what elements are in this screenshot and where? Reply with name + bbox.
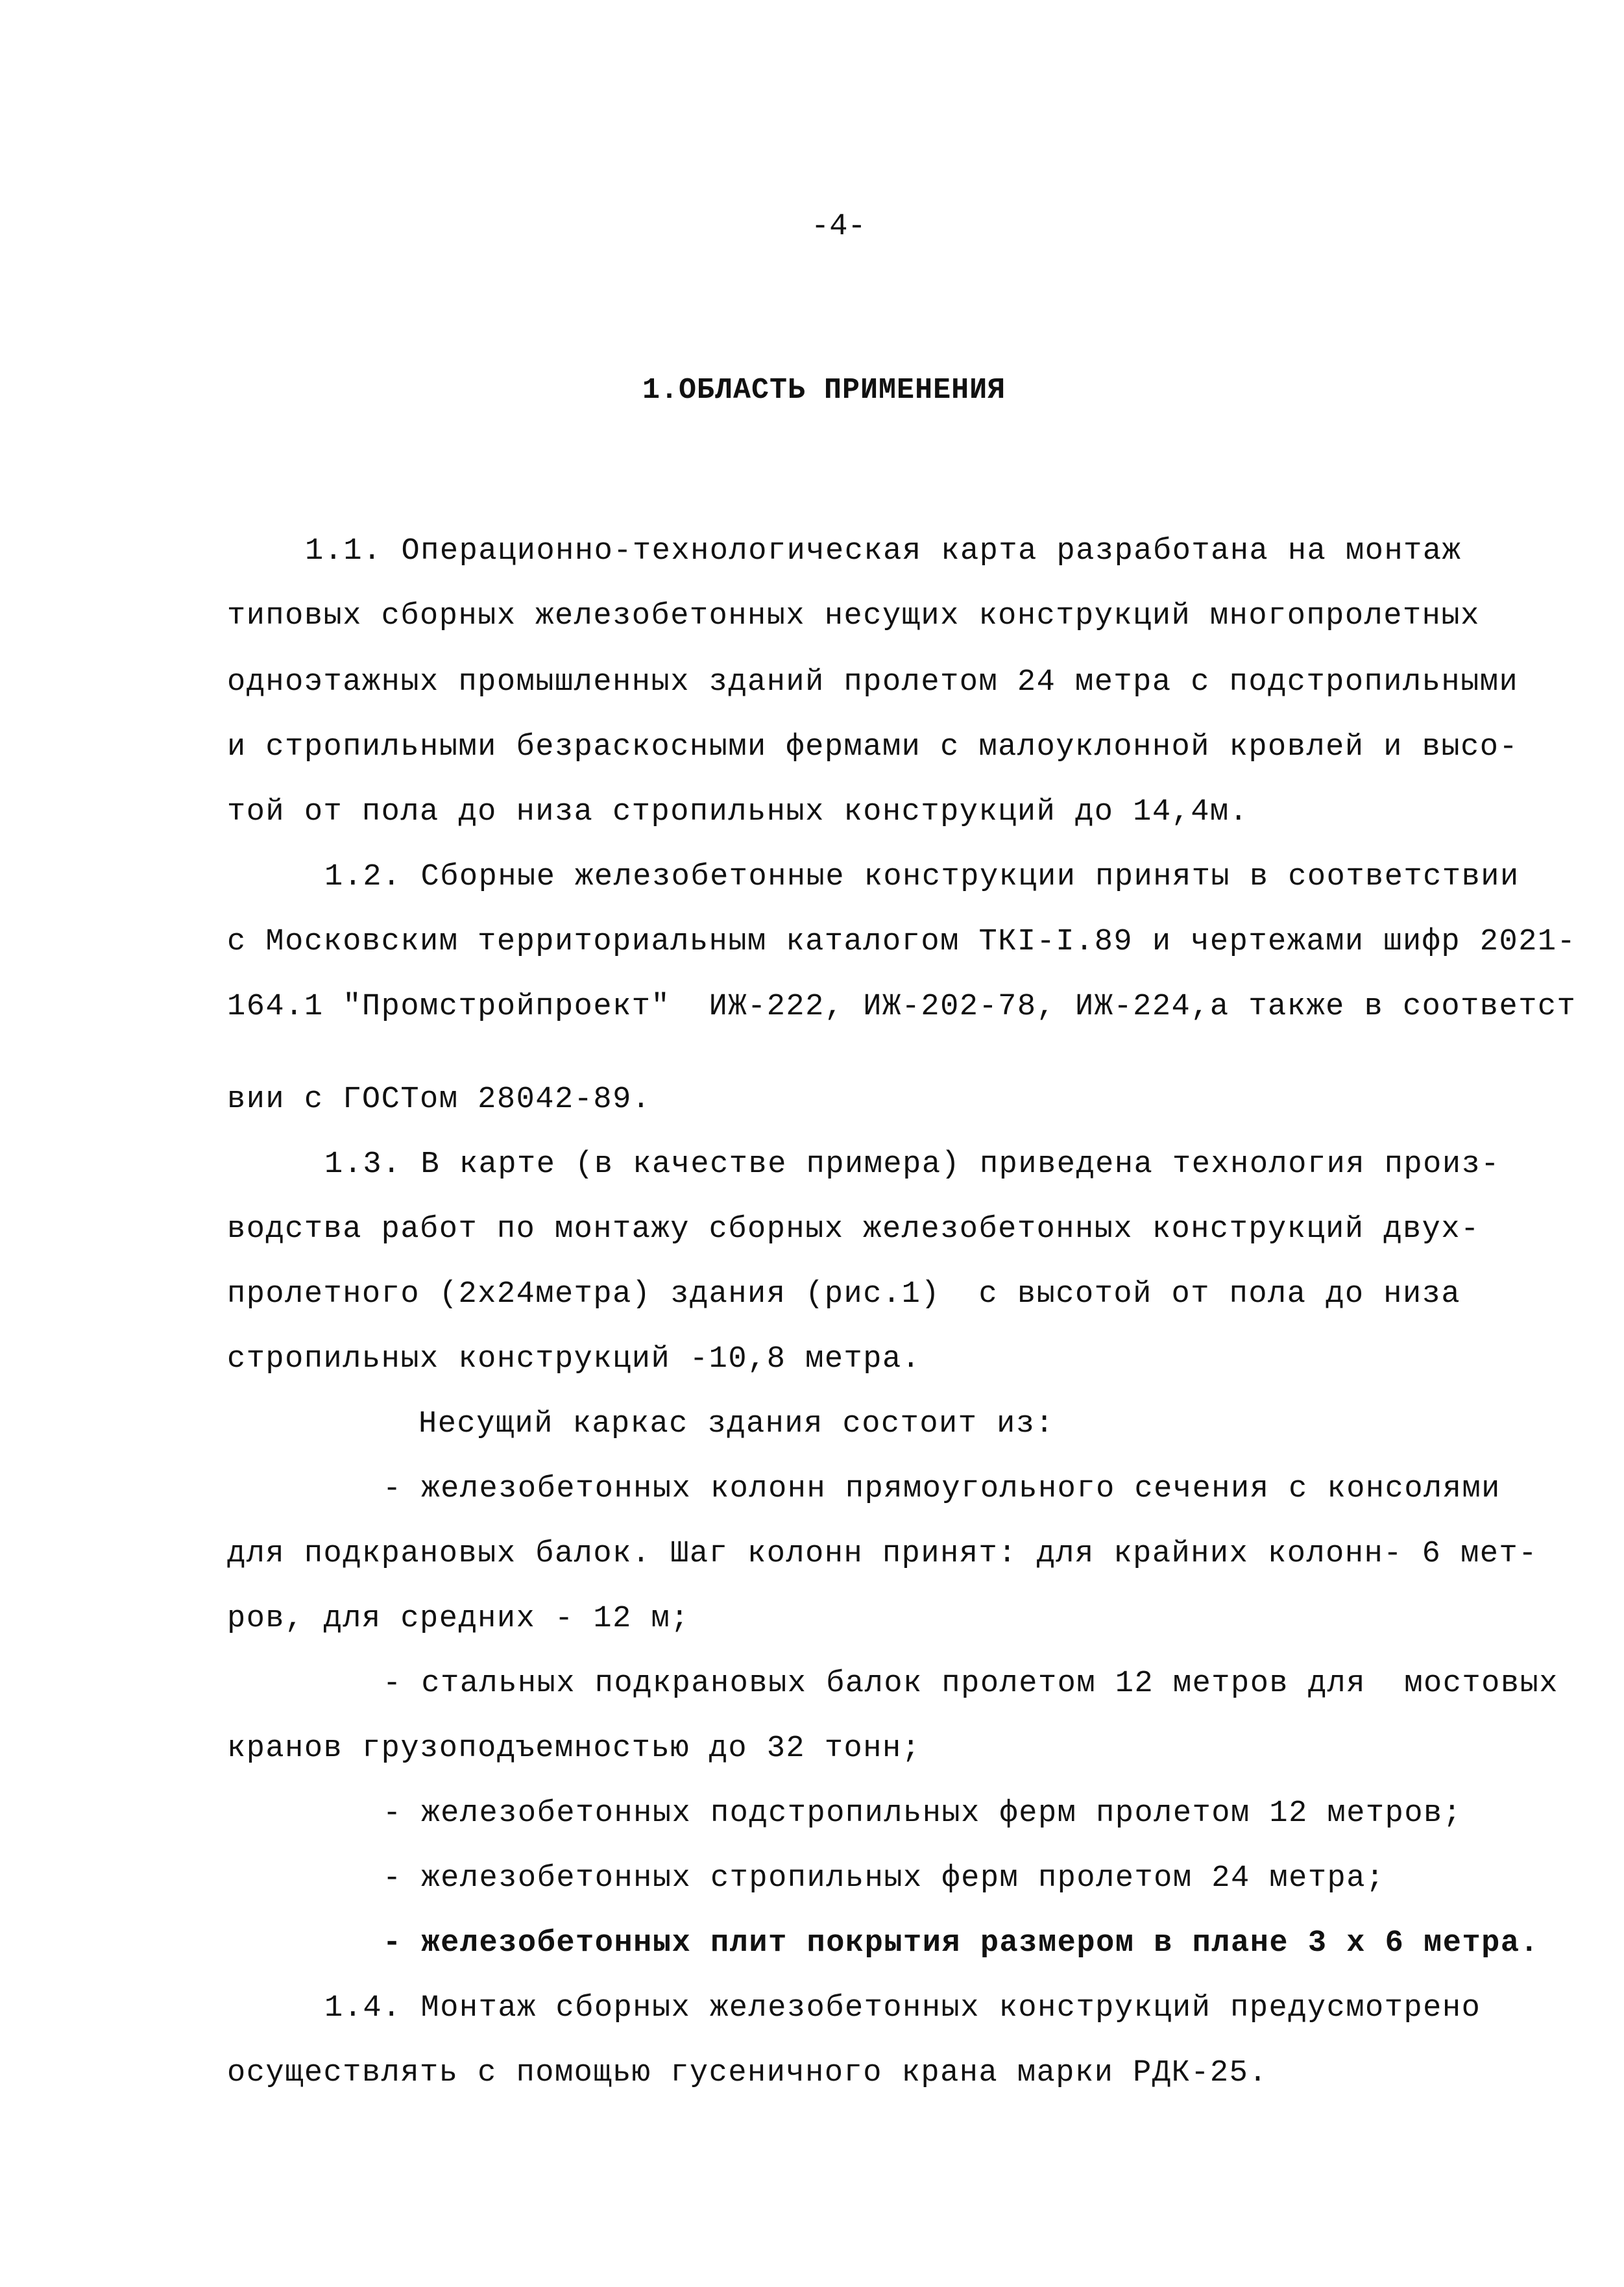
page-number: -4- [811, 210, 866, 244]
frame-intro: Несущий каркас здания состоит из: [418, 1407, 1055, 1441]
paragraph-1-3-line-3: пролетного (2х24метра) здания (рис.1) с высотой от пола до низа [227, 1277, 1461, 1312]
paragraph-1-1-line-1: 1.1. Операционно-технологическая карта разработана на монтаж [305, 534, 1462, 569]
paragraph-1-1-line-5: той от пола до низа стропильных конструкций до 14,4м. [227, 795, 1249, 829]
list-item-columns-line-2: для подкрановых балок. Шаг колонн принят: для крайних колонн- 6 мет- [227, 1537, 1538, 1571]
paragraph-1-3-line-1: 1.3. В карте (в качестве примера) приведена технология произ- [324, 1147, 1500, 1182]
paragraph-1-4-line-2: осуществлять с помощью гусеничного крана марки РДК-25. [227, 2056, 1268, 2090]
list-item-trusses: - железобетонных стропильных ферм пролетом 24 метра; [383, 1861, 1385, 1896]
paragraph-1-2-line-4: вии с ГОСТом 28042-89. [227, 1082, 651, 1117]
paragraph-1-2-line-1: 1.2. Сборные железобетонные конструкции приняты в соответствии [324, 860, 1520, 894]
paragraph-1-3-line-4: стропильных конструкций -10,8 метра. [227, 1342, 921, 1376]
list-item-columns-line-1: - железобетонных колонн прямоугольного сечения с консолями [383, 1472, 1501, 1506]
list-item-roof-slabs: - железобетонных плит покрытия размером в плане 3 х 6 метра. [383, 1926, 1540, 1961]
list-item-crane-beams-line-1: - стальных подкрановых балок пролетом 12 метров для мостовых [383, 1667, 1558, 1701]
paragraph-1-2-line-3: 164.1 "Промстройпроект" ИЖ-222, ИЖ-202-78, ИЖ-224,а также в соответст [227, 990, 1577, 1024]
list-item-crane-beams-line-2: кранов грузоподъемностью до 32 тонн; [227, 1731, 921, 1766]
paragraph-1-2-line-2: с Московским территориальным каталогом ТКI-I.89 и чертежами шифр 2021- [227, 925, 1577, 959]
list-item-sub-trusses: - железобетонных подстропильных ферм пролетом 12 метров; [383, 1796, 1462, 1831]
paragraph-1-1-line-4: и стропильными безраскосными фермами с малоуклонной кровлей и высо- [227, 730, 1519, 764]
section-heading: 1.ОБЛАСТЬ ПРИМЕНЕНИЯ [642, 374, 1006, 407]
paragraph-1-1-line-2: типовых сборных железобетонных несущих конструкций многопролетных [227, 599, 1480, 633]
paragraph-1-4-line-1: 1.4. Монтаж сборных железобетонных конструкций предусмотрено [324, 1991, 1481, 2025]
paragraph-1-3-line-2: водства работ по монтажу сборных железобетонных конструкций двух- [227, 1212, 1480, 1247]
paragraph-1-1-line-3: одноэтажных промышленных зданий пролетом 24 метра с подстропильными [227, 665, 1519, 700]
list-item-columns-line-3: ров, для средних - 12 м; [227, 1602, 690, 1636]
